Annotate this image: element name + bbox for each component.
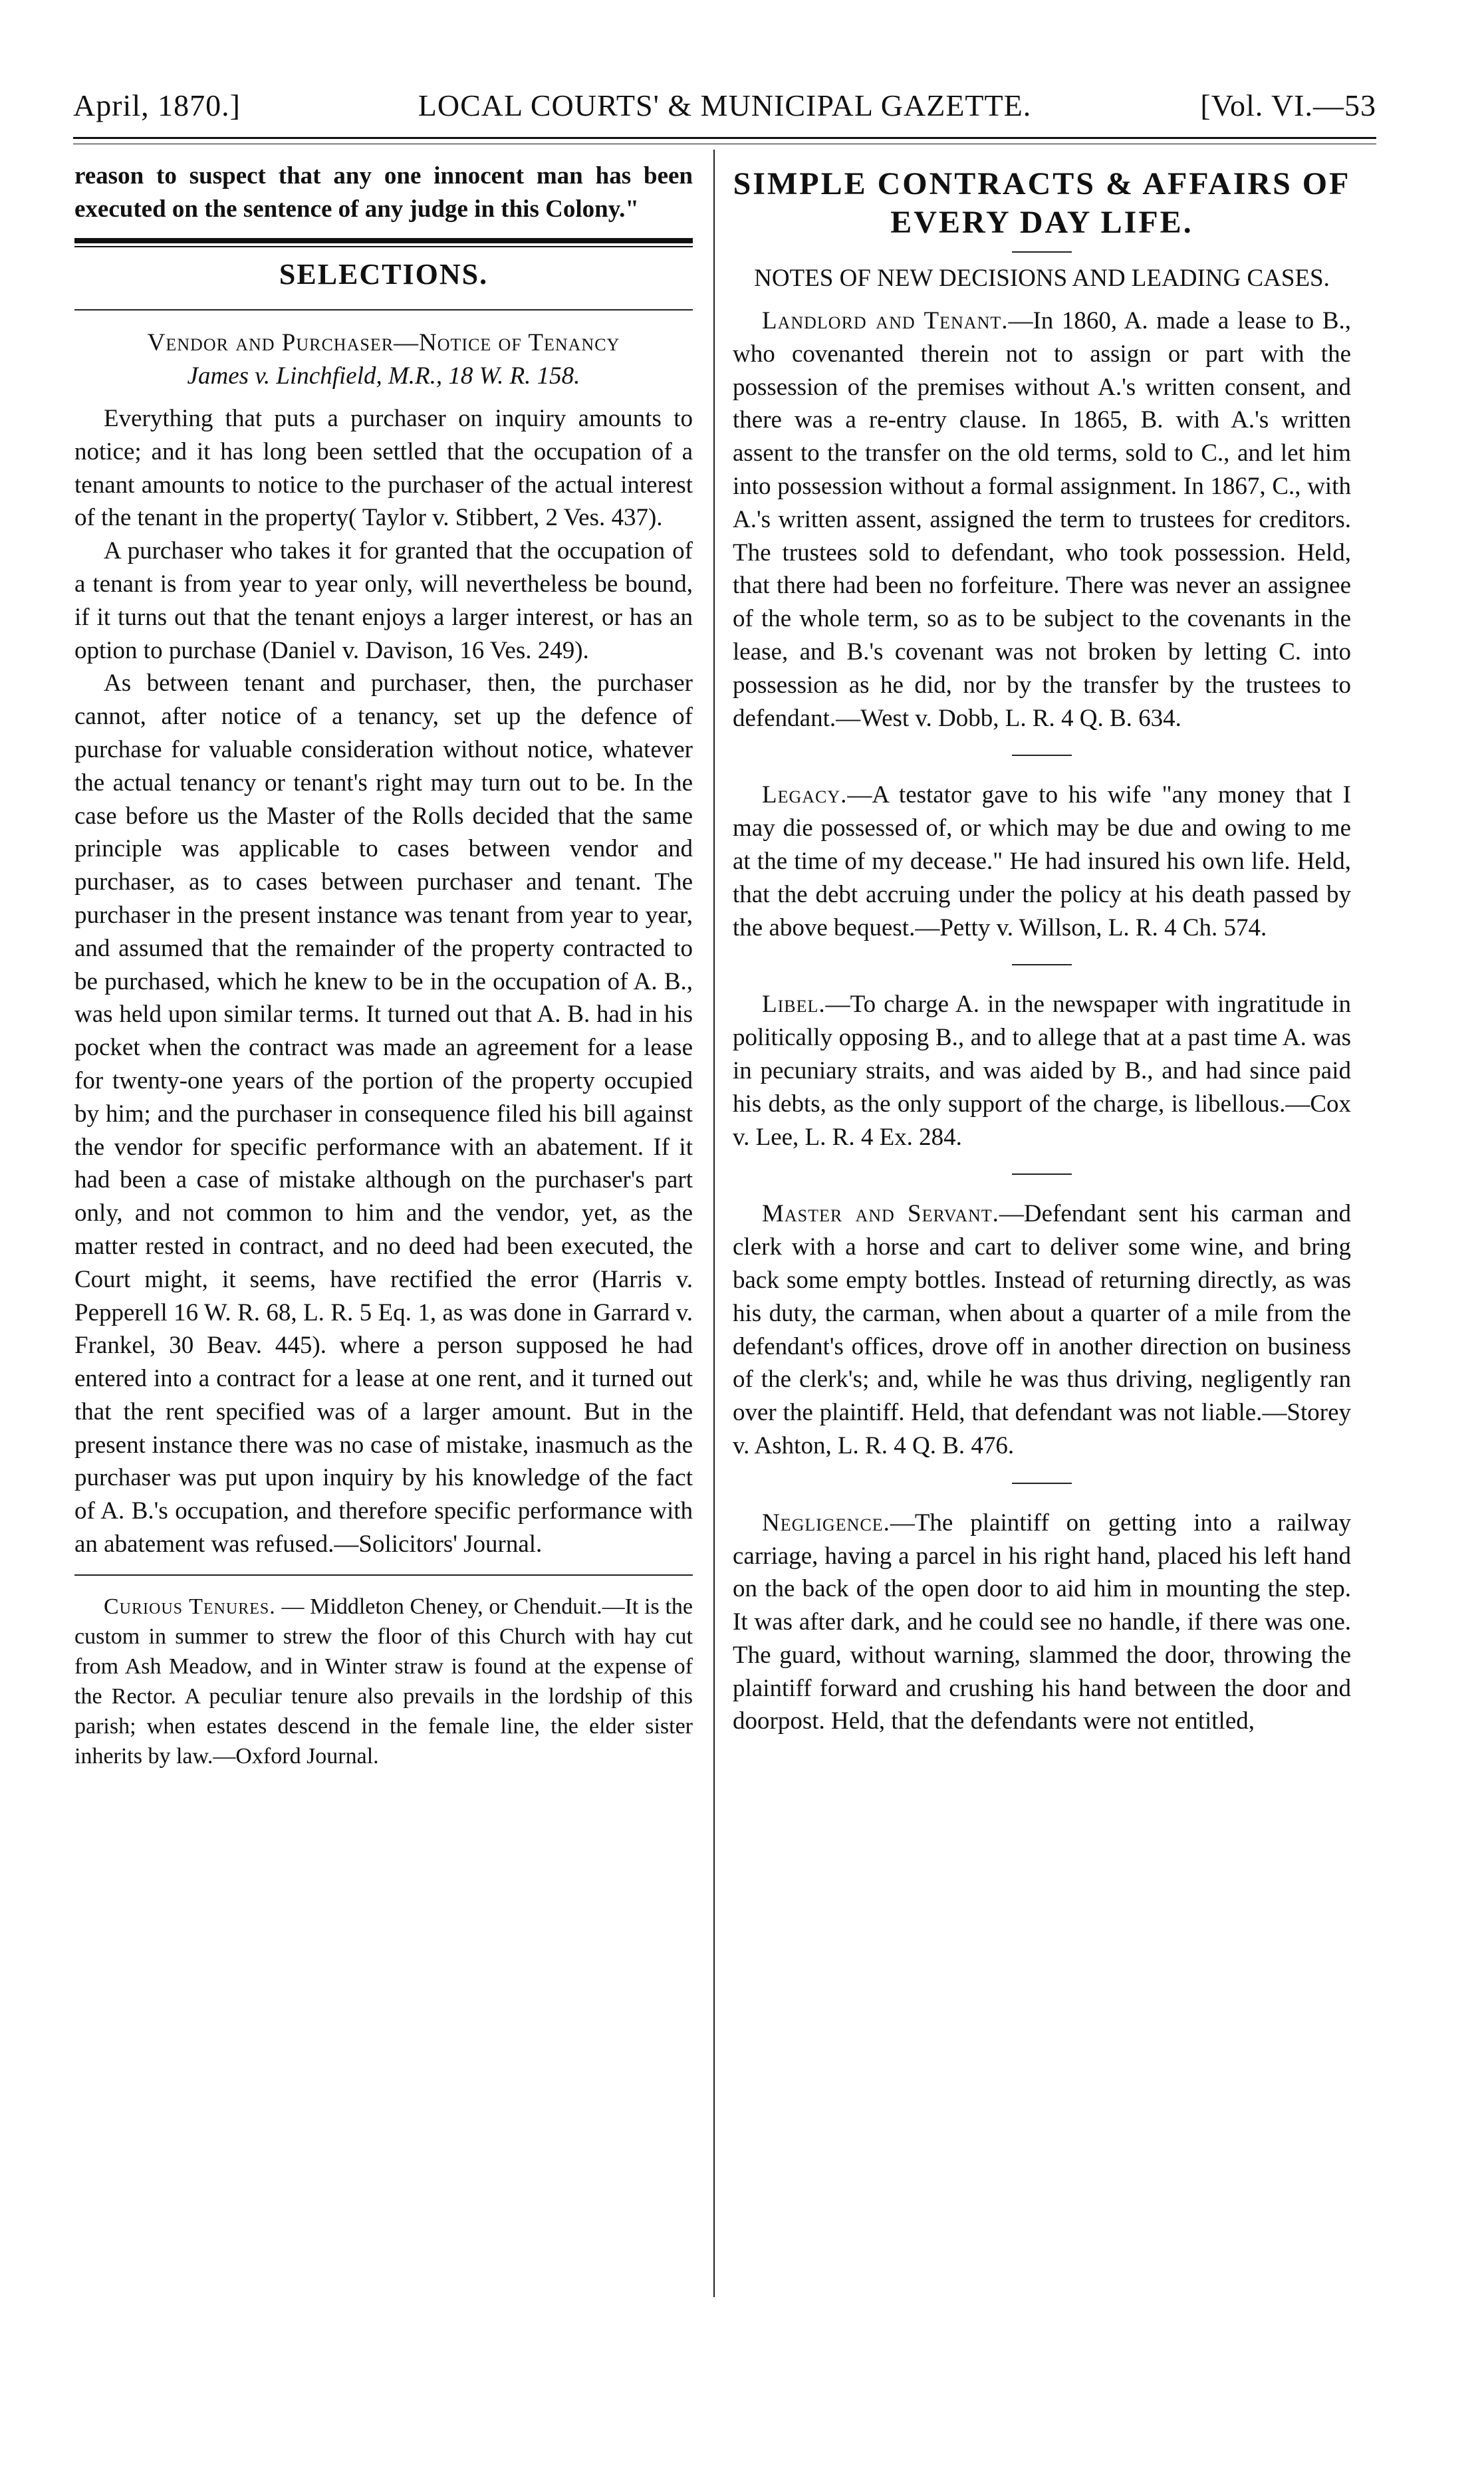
note-lead: Libel. [762,991,826,1019]
section-heading-rule [74,309,693,310]
article-paragraph-1: Everything that puts a purchaser on inquiry amounts to notice; and it has long been settled that the occupation of a tenant amounts to notice to the purchaser of the actual interest of the tenant in the property( Taylor v. Stibbert, 2 Ves. 437). [74,404,693,532]
note-negligence [733,1507,1351,1739]
note-lead: Master and Servant. [762,1200,999,1228]
note-text: —In 1860, A. made a lease to B., who covenanted therein not to assign or part with the possession of the premises without A.'s written consent, and there was a re-entry clause. In 1865, B. with A.'s written assent to the transfer on the old terms, sold to C., and let him into possession without a formal assignment. In 1867, C., with A.'s written assent, assigned the term to trustees for creditors. The trustees sold to defendant, who took possession. Held, that there had been no forfeiture. There was never an assignee of the whole term, so as to be subject to the covenants in the lease, and B.'s covenant was not broken by letting C. into possession as he did, nor by the transfer by the trustees to defendant.—West v. Dobb, L. R. 4 Q. B. 634. [733,307,1352,732]
header-rule-thick [73,137,1376,139]
note-master-servant [733,1197,1351,1462]
note-text: —To charge A. in the newspaper with ingratitude in politically opposing B., and to allege that at a past time A. was in pecuniary straits, and was aided by B., and had since paid his debts, as the only support of the charge, is libellous.—Cox v. Lee, L. R. 4 Ex. 284. [733,991,1351,1151]
note-lead: Landlord and Tenant. [762,307,1009,334]
note-text: — Middleton Cheney, or Chenduit.—It is the custom in summer to strew the floor of this Church with hay cut from Ash Meadow, and in Winter straw is found at the expense of the Rector. A peculiar tenure also prevails in the lordship of this parish; when estates descend in the female line, the elder sister inherits by law.—Oxford Journal. [74,1594,693,1769]
section-title: SIMPLE CONTRACTS & AFFAIRS OF EVERY DAY LIFE. [733,166,1351,240]
note-divider [1012,1483,1072,1484]
article-paragraph-3: As between tenant and purchaser, then, the purchaser cannot, after notice of a tenancy, set up the defence of purchase for valuable consideration without notice, whatever the actual tenancy or tenant's right may turn out to be. In the case before us the Master of the Rolls decided that the same principle was applicable to cases between vendor and purchaser, as to cases between purchaser and tenant. The purchaser in the present instance was tenant from year to year, and assumed that the remainder of the property contracted to be purchased, which he knew to be in the occupation of A. B., was held upon similar terms. It turned out that A. B. had in his pocket when the contract was made an agreement for a lease for twenty-one years of the portion of the property occupied by him; and the purchaser in consequence filed his bill against the vendor for specific performance with an abatement. If it had been a case of mistake although on the purchaser's part only, and not common to him and the vendor, yet, as the matter rested in contract, and no deed had been executed, the Court might, it seems, have rectified the error (Harris v. Pepperell 16 W. R. 68, L. R. 5 Eq. 1, as was done in Garrard v. Frankel, 30 Beav. 445). where a person supposed he had entered into a contract for a lease at one rent, and it turned out that the rent specified was of a larger amount. But in the present instance there was no case of mistake, inasmuch as the purchaser was put upon inquiry by his knowledge of the fact of A. B.'s occupation, and therefore specific performance with an abatement was refused.—Solicitors' Journal. [74,670,693,1558]
note-text: —A testator gave to his wife "any money that I may die possessed of, or which may be due and owing to me at the time of my decease." He had insured his own life. Held, that the debt accruing under the policy at his death passed by the above bequest.—Petty v. Willson, L. R. 4 Ch. 574. [733,781,1351,941]
case-citation: James v. Linchfield, M.R., 18 W. R. 158. [187,362,580,390]
issue-date: April, 1870.] [73,88,241,122]
curious-tenures-note [74,1592,693,1771]
journal-title: LOCAL COURTS' & MUNICIPAL GAZETTE. [418,88,1032,122]
note-divider [1012,755,1072,756]
note-text: —The plaintiff on getting into a railway carriage, having a parcel in his right hand, placed his left hand on the back of the open door to aid him in mounting the step. It was after dark, and he could see no handle, if there was one. The guard, without warning, slammed the door, throwing the plaintiff forward and crushing his hand between the door and doorpost. Held, that the defendants were not entitled, [733,1509,1351,1735]
section-subtitle: NOTES OF NEW DECISIONS AND LEADING CASES. [754,265,1330,292]
column-separator [713,150,715,2297]
intro-quote: reason to suspect that any one innocent man has been executed on the sentence of any judge in this Colony." [74,162,693,223]
volume-page: [Vol. VI.—53 [1200,88,1376,122]
note-legacy [733,779,1351,944]
note-libel [733,988,1351,1154]
article-paragraph-2: A purchaser who takes it for granted that the occupation of a tenant is from year to year only, will nevertheless be bound, if it turns out that the tenant enjoys a larger interest, or has an option to purchase (Daniel v. Davison, 16 Ves. 249). [74,537,693,664]
section-rule-thin [74,246,693,247]
section-heading: SELECTIONS. [279,257,489,291]
title-rule [1012,251,1072,253]
right-column [733,160,1351,1738]
note-landlord-tenant [733,305,1351,735]
article-divider [74,1574,693,1576]
note-text: —Defendant sent his carman and clerk with a horse and cart to deliver some wine, and bring back some empty bottles. Instead of returning directly, as was his duty, the carman, when about a quarter of a mile from the defendant's offices, drove off in another direction on business of the clerk's; and, while he was thus driving, negligently ran over the plaintiff. Held, that defendant was not liable.—Storey v. Ashton, L. R. 4 Q. B. 476. [733,1200,1351,1459]
note-lead: Curious Tenures. [104,1594,276,1619]
note-divider [1012,1173,1072,1175]
article-heading: Vendor and Purchaser—Notice of Tenancy [147,329,620,357]
page-header [73,80,1376,133]
note-lead: Legacy. [762,781,848,809]
left-column [74,160,693,1771]
note-divider [1012,964,1072,965]
section-rule-thick [74,238,693,243]
note-lead: Negligence. [762,1509,890,1537]
